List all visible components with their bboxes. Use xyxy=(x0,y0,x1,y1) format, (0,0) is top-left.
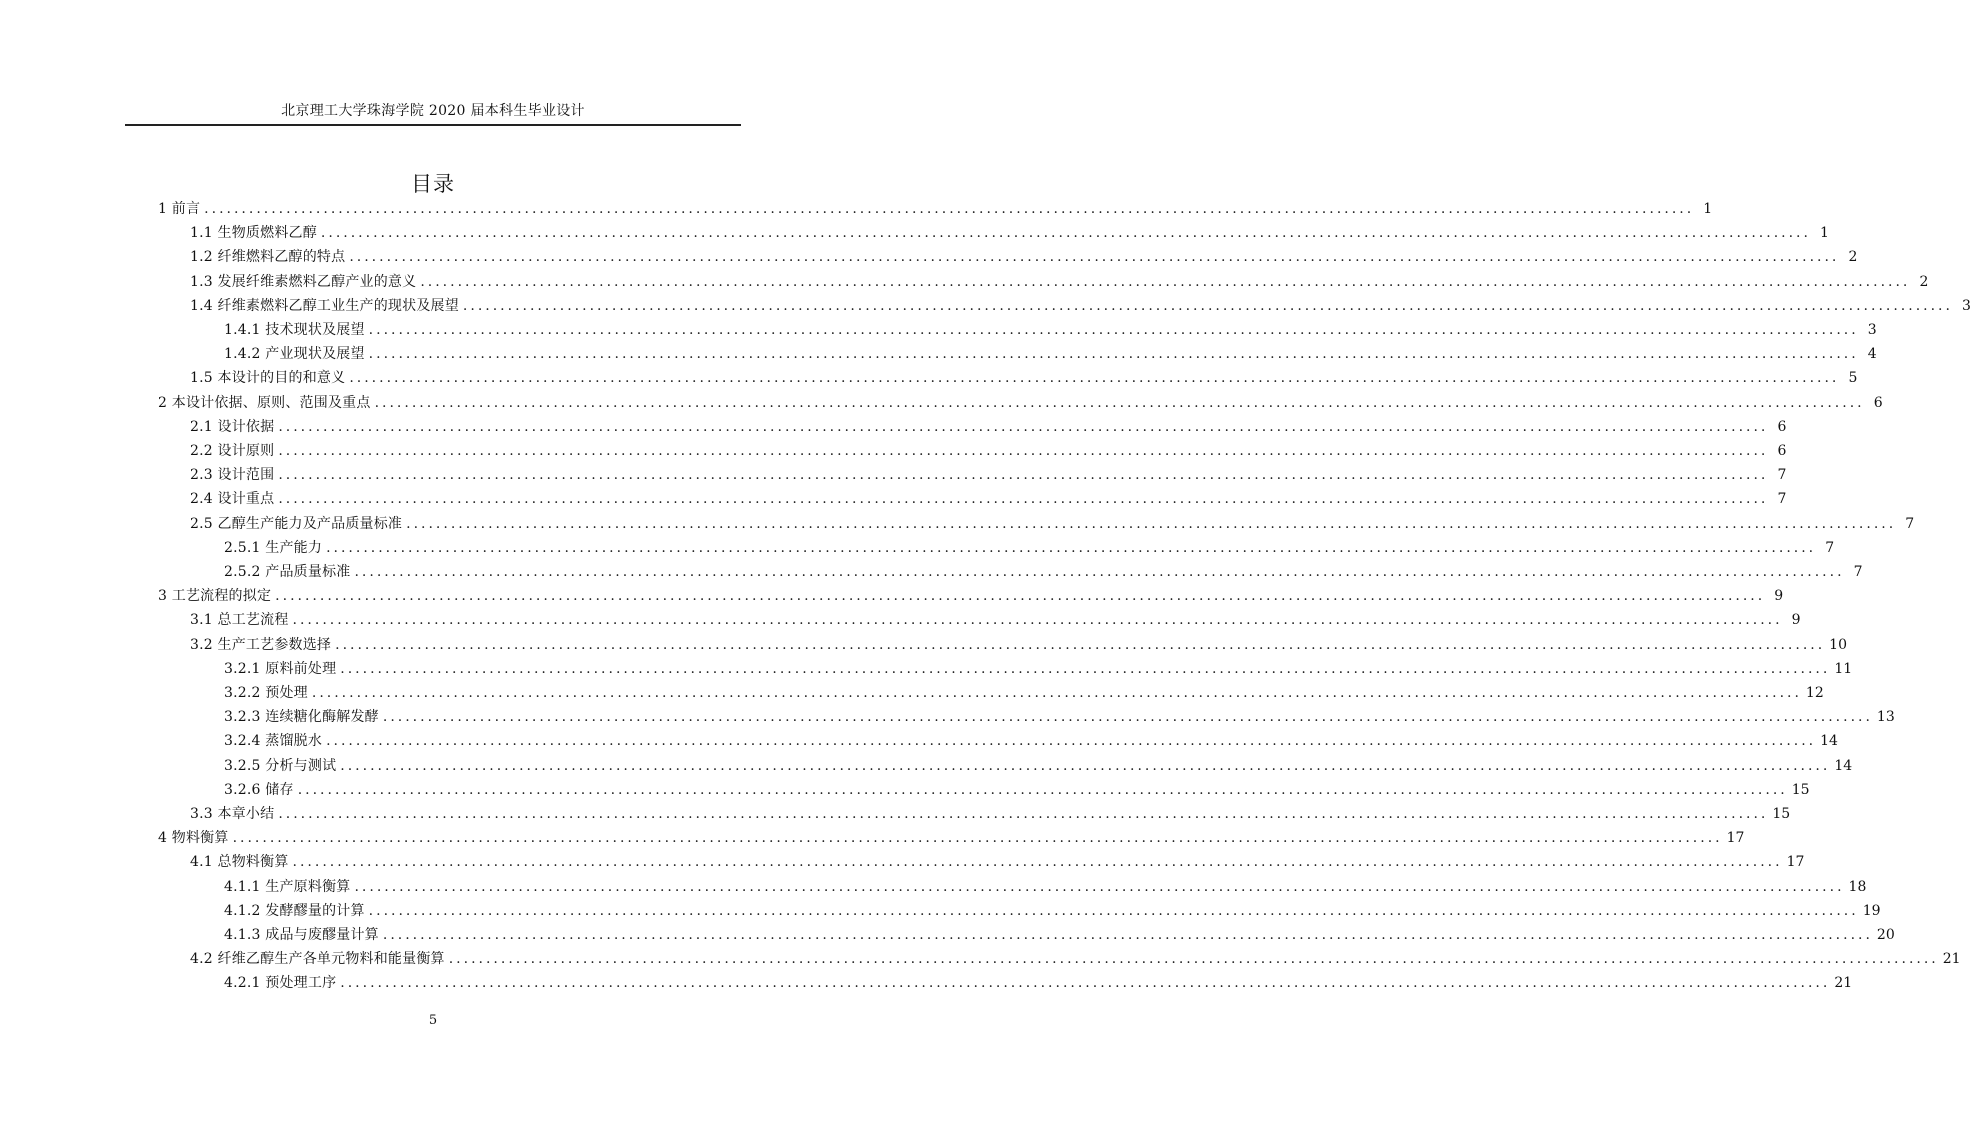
toc-entry-page: 21 xyxy=(1834,975,1853,992)
toc-leader-dots: ........................................................................................................................................................................................................ xyxy=(340,660,1831,677)
toc-entry[interactable] xyxy=(190,802,1791,826)
toc-entry-label: 4.2 纤维乙醇生产各单元物料和能量衡算 xyxy=(190,951,445,968)
toc-entry[interactable] xyxy=(224,705,1895,729)
toc-leader-dots: ........................................................................................................................................................................................................ xyxy=(462,297,1953,314)
toc-entry-page: 11 xyxy=(1834,660,1853,677)
toc-entry-label: 3.2.1 原料前处理 xyxy=(224,660,337,677)
toc-entry-label: 3.2.4 蒸馏脱水 xyxy=(224,733,323,750)
toc-entry-page: 1 xyxy=(1820,225,1829,242)
toc-entry-label: 2.5.2 产品质量标准 xyxy=(224,564,351,580)
toc-entry-page: 17 xyxy=(1786,854,1805,871)
header-rule xyxy=(125,124,741,126)
toc-entry-label: 1.4.1 技术现状及展望 xyxy=(224,322,365,338)
toc-leader-dots: ........................................................................................................................................................................................................ xyxy=(326,539,1817,556)
toc-entry-page: 2 xyxy=(1919,273,1929,290)
toc-entry-page: 6 xyxy=(1777,443,1787,459)
toc-entry[interactable] xyxy=(190,487,1787,511)
toc-leader-dots: ........................................................................................................................................................................................................ xyxy=(292,612,1783,629)
toc-entry[interactable] xyxy=(224,875,1867,899)
toc-entry-page: 6 xyxy=(1777,418,1787,435)
toc-leader-dots: ........................................................................................................................................................................................................ xyxy=(340,975,1831,992)
toc-entry[interactable] xyxy=(190,439,1787,463)
toc-leader-dots: ........................................................................................................................................................................................................ xyxy=(349,249,1840,266)
toc-leader-dots: ........................................................................................................................................................................................................ xyxy=(292,854,1783,871)
toc-entry-page: 3 xyxy=(1867,322,1877,338)
toc-leader-dots: ........................................................................................................................................................................................................ xyxy=(278,467,1769,484)
toc-entry[interactable] xyxy=(224,923,1895,947)
toc-leader-dots: ........................................................................................................................................................................................................ xyxy=(354,878,1845,895)
toc-entry[interactable] xyxy=(190,850,1805,874)
toc-entry-label: 3 工艺流程的拟定 xyxy=(158,588,272,605)
toc-entry[interactable] xyxy=(224,681,1824,705)
toc-entry-label: 1.4.2 产业现状及展望 xyxy=(224,346,365,363)
toc-entry-page: 10 xyxy=(1829,636,1847,653)
toc-entry[interactable] xyxy=(190,270,1929,294)
toc-entry-page: 13 xyxy=(1876,709,1895,726)
toc-leader-dots: ........................................................................................................................................................................................................ xyxy=(297,781,1788,798)
toc-entry[interactable] xyxy=(224,657,1853,681)
toc-entry-page: 7 xyxy=(1905,515,1915,532)
toc-entry[interactable] xyxy=(190,294,1971,318)
toc-entry[interactable] xyxy=(190,608,1801,632)
toc-entry-label: 2.5.1 生产能力 xyxy=(224,539,323,556)
toc-entry-page: 2 xyxy=(1848,249,1858,266)
toc-entry[interactable] xyxy=(224,778,1810,802)
toc-leader-dots: ........................................................................................................................................................................................................ xyxy=(420,273,1911,290)
toc-entry-page: 4 xyxy=(1867,346,1877,363)
toc-entry-label: 4.1.2 发酵醪量的计算 xyxy=(224,902,365,919)
toc-leader-dots: ........................................................................................................................................................................................................ xyxy=(382,709,1873,726)
toc-entry-page: 7 xyxy=(1825,539,1835,556)
toc-entry-label: 3.1 总工艺流程 xyxy=(190,612,289,629)
toc-entry-label: 1 前言 xyxy=(158,201,201,217)
toc-entry-page: 20 xyxy=(1876,927,1895,943)
toc-entry-page: 9 xyxy=(1791,612,1801,629)
toc-entry-page: 1 xyxy=(1703,201,1713,217)
toc-entry[interactable] xyxy=(190,512,1915,536)
toc-leader-dots: ........................................................................................................................................................................................................ xyxy=(368,322,1859,338)
toc-entry[interactable] xyxy=(224,536,1835,560)
toc-leader-dots: ........................................................................................................................................................................................................ xyxy=(368,902,1859,919)
toc-entry-label: 2.5 乙醇生产能力及产品质量标准 xyxy=(190,515,403,532)
toc-entry-label: 2.3 设计范围 xyxy=(190,467,275,484)
toc-entry-page: 18 xyxy=(1848,878,1867,895)
toc-entry-page: 17 xyxy=(1726,830,1745,847)
toc-entry-page: 15 xyxy=(1791,781,1810,798)
toc-entry-page: 9 xyxy=(1774,588,1784,605)
toc-leader-dots: ........................................................................................................................................................................................................ xyxy=(406,515,1897,532)
toc-entry[interactable] xyxy=(224,318,1877,342)
toc-entry-label: 3.2.3 连续糖化酶解发酵 xyxy=(224,709,379,726)
toc-entry-label: 4.1 总物料衡算 xyxy=(190,854,289,871)
toc-leader-dots: ........................................................................................................................................................................................................ xyxy=(335,636,1826,653)
toc-entry[interactable] xyxy=(158,584,1784,608)
toc-entry-label: 3.2.2 预处理 xyxy=(224,685,308,701)
toc-leader-dots: ........................................................................................................................................................................................................ xyxy=(311,685,1802,701)
toc-entry[interactable] xyxy=(190,221,1829,245)
toc-entry-label: 1.5 本设计的目的和意义 xyxy=(190,370,346,387)
toc-entry-label: 1.4 纤维素燃料乙醇工业生产的现状及展望 xyxy=(190,297,459,314)
toc-leader-dots: ........................................................................................................................................................................................................ xyxy=(354,564,1845,580)
toc-entry-label: 3.3 本章小结 xyxy=(190,806,275,822)
toc-entry-label: 4.1.3 成品与废醪量计算 xyxy=(224,927,379,943)
toc-leader-dots: ........................................................................................................................................................................................................ xyxy=(320,225,1811,242)
toc-entry-page: 3 xyxy=(1962,297,1971,314)
toc-leader-dots: ........................................................................................................................................................................................................ xyxy=(278,806,1769,822)
toc-entry[interactable] xyxy=(158,197,1713,221)
toc-entry-label: 2 本设计依据、原则、范围及重点 xyxy=(158,394,371,411)
toc-entry[interactable] xyxy=(190,245,1858,269)
toc-entry[interactable] xyxy=(224,729,1838,753)
toc-entry-page: 14 xyxy=(1834,757,1853,774)
toc-entry[interactable] xyxy=(190,947,1961,971)
toc-entry-label: 2.1 设计依据 xyxy=(190,418,275,435)
toc-leader-dots: ........................................................................................................................................................................................................ xyxy=(382,927,1873,943)
toc-entry-page: 21 xyxy=(1942,951,1961,968)
toc-entry-label: 1.1 生物质燃料乙醇 xyxy=(190,225,317,242)
toc-entry-page: 12 xyxy=(1805,685,1824,701)
toc-entry-label: 4.2.1 预处理工序 xyxy=(224,975,337,992)
toc-entry[interactable] xyxy=(224,899,1881,923)
toc-entry-page: 7 xyxy=(1777,491,1787,508)
toc-entry[interactable] xyxy=(224,754,1853,778)
toc-entry[interactable] xyxy=(190,633,1847,657)
toc-entry-page: 19 xyxy=(1862,902,1881,919)
page-number: 5 xyxy=(428,1013,438,1028)
toc-entry-page: 5 xyxy=(1848,370,1858,387)
toc-leader-dots: ........................................................................................................................................................................................................ xyxy=(278,491,1769,508)
toc-entry[interactable] xyxy=(158,391,1883,415)
toc-entry-label: 1.2 纤维燃料乙醇的特点 xyxy=(190,249,346,266)
toc-entry[interactable] xyxy=(190,366,1858,390)
toc-leader-dots: ........................................................................................................................................................................................................ xyxy=(275,588,1766,605)
toc-entry-page: 7 xyxy=(1853,564,1863,580)
toc-leader-dots: ........................................................................................................................................................................................................ xyxy=(278,443,1769,459)
toc-entry-label: 3.2 生产工艺参数选择 xyxy=(190,636,332,653)
toc-leader-dots: ........................................................................................................................................................................................................ xyxy=(278,418,1769,435)
toc-entry-label: 3.2.6 储存 xyxy=(224,781,294,798)
toc-entry[interactable] xyxy=(224,342,1877,366)
toc-entry-label: 4 物料衡算 xyxy=(158,830,229,847)
toc-entry-page: 15 xyxy=(1772,806,1791,822)
toc-entry[interactable] xyxy=(190,415,1787,439)
toc-leader-dots: ........................................................................................................................................................................................................ xyxy=(340,757,1831,774)
toc-leader-dots: ........................................................................................................................................................................................................ xyxy=(374,394,1865,411)
toc-leader-dots: ........................................................................................................................................................................................................ xyxy=(232,830,1723,847)
toc-entry-label: 2.2 设计原则 xyxy=(190,443,275,459)
toc-title: 目录 xyxy=(411,172,455,196)
toc-entry-page: 7 xyxy=(1777,467,1787,484)
toc-leader-dots: ........................................................................................................................................................................................................ xyxy=(448,951,1939,968)
toc-entry-page: 14 xyxy=(1820,733,1838,750)
toc-entry[interactable] xyxy=(158,826,1745,850)
toc-leader-dots: ........................................................................................................................................................................................................ xyxy=(204,201,1695,217)
toc-leader-dots: ........................................................................................................................................................................................................ xyxy=(326,733,1817,750)
toc-entry-label: 2.4 设计重点 xyxy=(190,491,275,508)
toc-entry-label: 4.1.1 生产原料衡算 xyxy=(224,878,351,895)
toc-leader-dots: ........................................................................................................................................................................................................ xyxy=(349,370,1840,387)
toc-entry[interactable] xyxy=(224,560,1863,584)
toc-entry[interactable] xyxy=(224,971,1853,995)
toc-leader-dots: ........................................................................................................................................................................................................ xyxy=(368,346,1859,363)
toc-entry[interactable] xyxy=(190,463,1787,487)
page-header: 北京理工大学珠海学院 2020 届本科生毕业设计 xyxy=(281,103,585,119)
toc-entry-label: 1.3 发展纤维素燃料乙醇产业的意义 xyxy=(190,273,417,290)
toc-entry-page: 6 xyxy=(1873,394,1883,411)
toc-entry-label: 3.2.5 分析与测试 xyxy=(224,757,337,774)
